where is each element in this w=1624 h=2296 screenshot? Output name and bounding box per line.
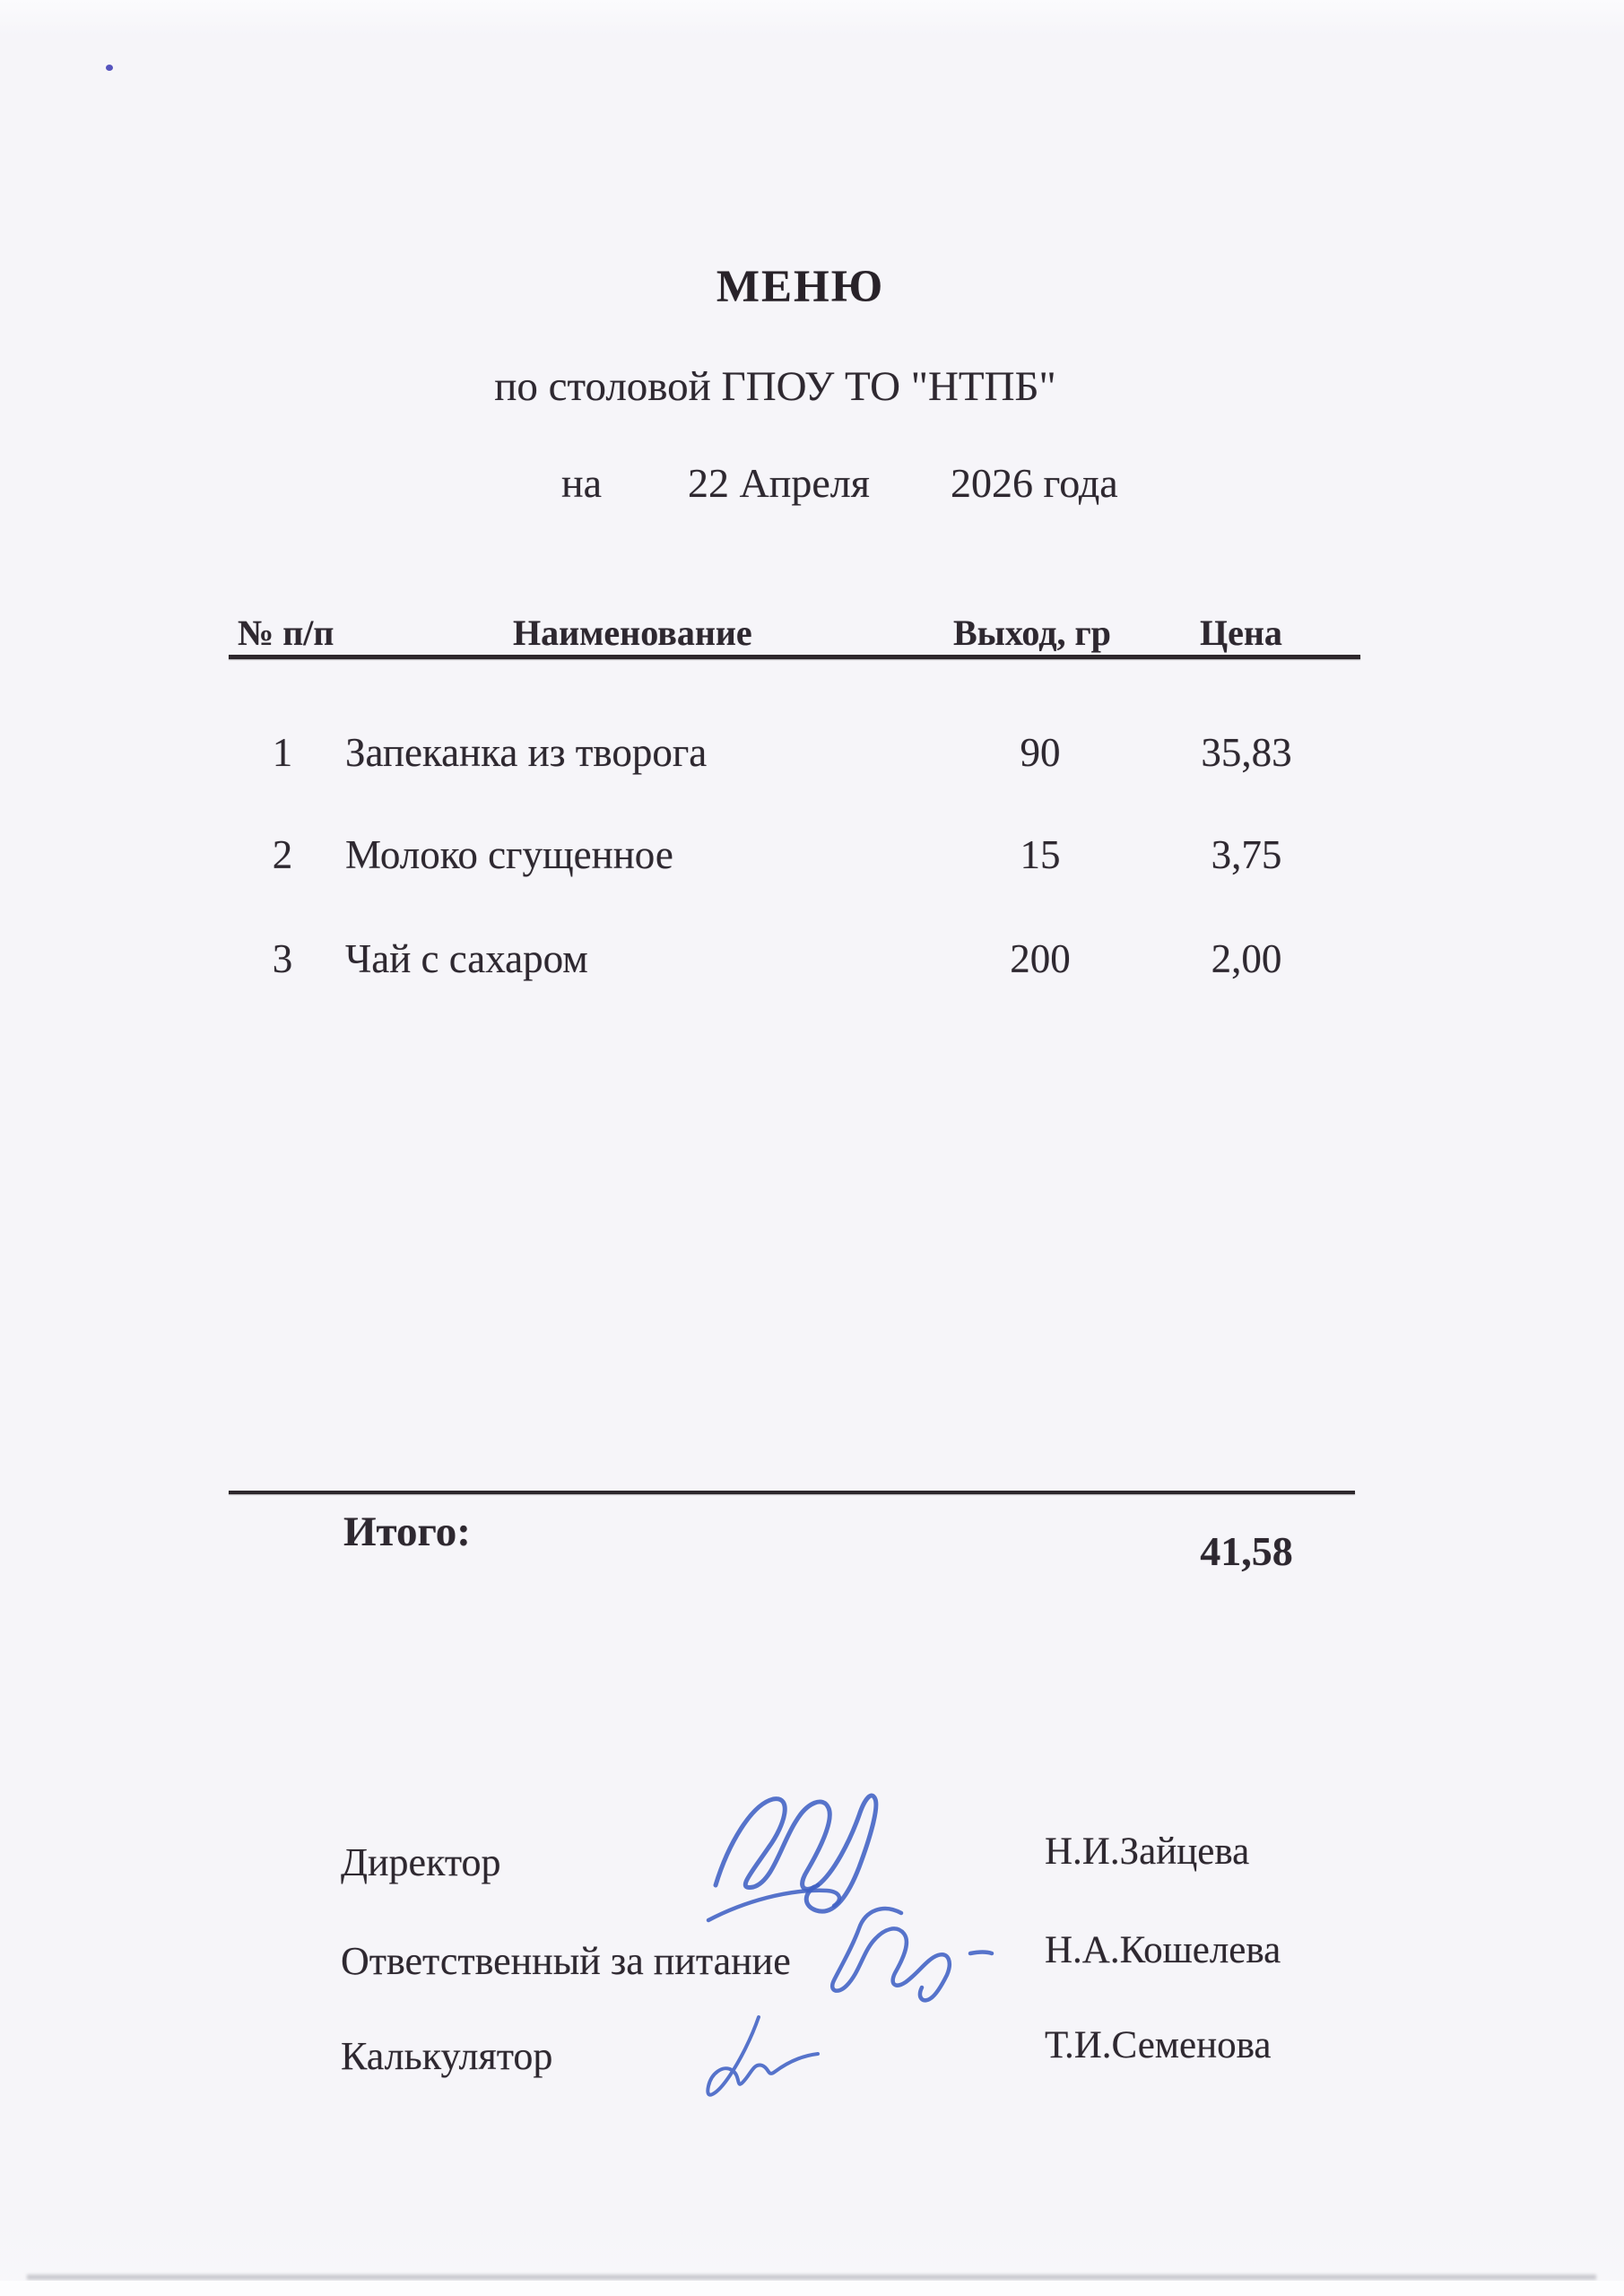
- date-prefix: на: [561, 460, 603, 506]
- column-header-number: № п/п: [238, 613, 334, 653]
- dish-price: 3,75: [1211, 832, 1282, 877]
- signature-role: Ответственный за питание: [341, 1939, 791, 1983]
- scan-edge-margin: [0, 2281, 1624, 2296]
- dish-weight: 90: [1020, 730, 1061, 775]
- signature-name: Т.И.Семенова: [1045, 2024, 1272, 2066]
- signature-name: Н.А.Кошелева: [1045, 1929, 1281, 1971]
- dish-weight: 200: [1010, 936, 1071, 981]
- dish-price: 2,00: [1211, 936, 1282, 981]
- food-manager-signature-ink: [832, 1909, 992, 2000]
- column-header-price: Цена: [1200, 613, 1282, 653]
- total-rule: [229, 1491, 1355, 1494]
- total-value: 41,58: [1200, 1528, 1293, 1574]
- dish-name: Молоко сгущенное: [345, 832, 673, 877]
- document-title: МЕНЮ: [716, 262, 885, 312]
- dish-name: Запеканка из творога: [345, 730, 708, 775]
- director-signature-ink: [708, 1796, 876, 1920]
- signature-role: Директор: [341, 1840, 501, 1884]
- signature-name: Н.И.Зайцева: [1045, 1831, 1250, 1873]
- calculator-signature-ink: [708, 2017, 818, 2095]
- total-label: Итого:: [343, 1509, 471, 1555]
- dish-price: 35,83: [1201, 730, 1292, 775]
- date-year: 2026 года: [951, 460, 1118, 506]
- signature-role: Калькулятор: [341, 2034, 553, 2078]
- column-header-weight: Выход, гр: [953, 613, 1111, 653]
- column-header-name: Наименование: [513, 613, 752, 653]
- date-value: 22 Апреля: [688, 460, 870, 506]
- scan-edge-shadow: [27, 2274, 1596, 2280]
- document-subtitle: по столовой ГПОУ ТО "НТПБ": [494, 363, 1056, 410]
- row-number: 2: [272, 832, 293, 877]
- table-header-rule: [229, 655, 1360, 659]
- row-number: 3: [272, 936, 293, 981]
- row-number: 1: [272, 730, 293, 775]
- dish-name: Чай с сахаром: [345, 936, 588, 981]
- dish-weight: 15: [1020, 832, 1061, 877]
- ink-speck: [106, 65, 113, 71]
